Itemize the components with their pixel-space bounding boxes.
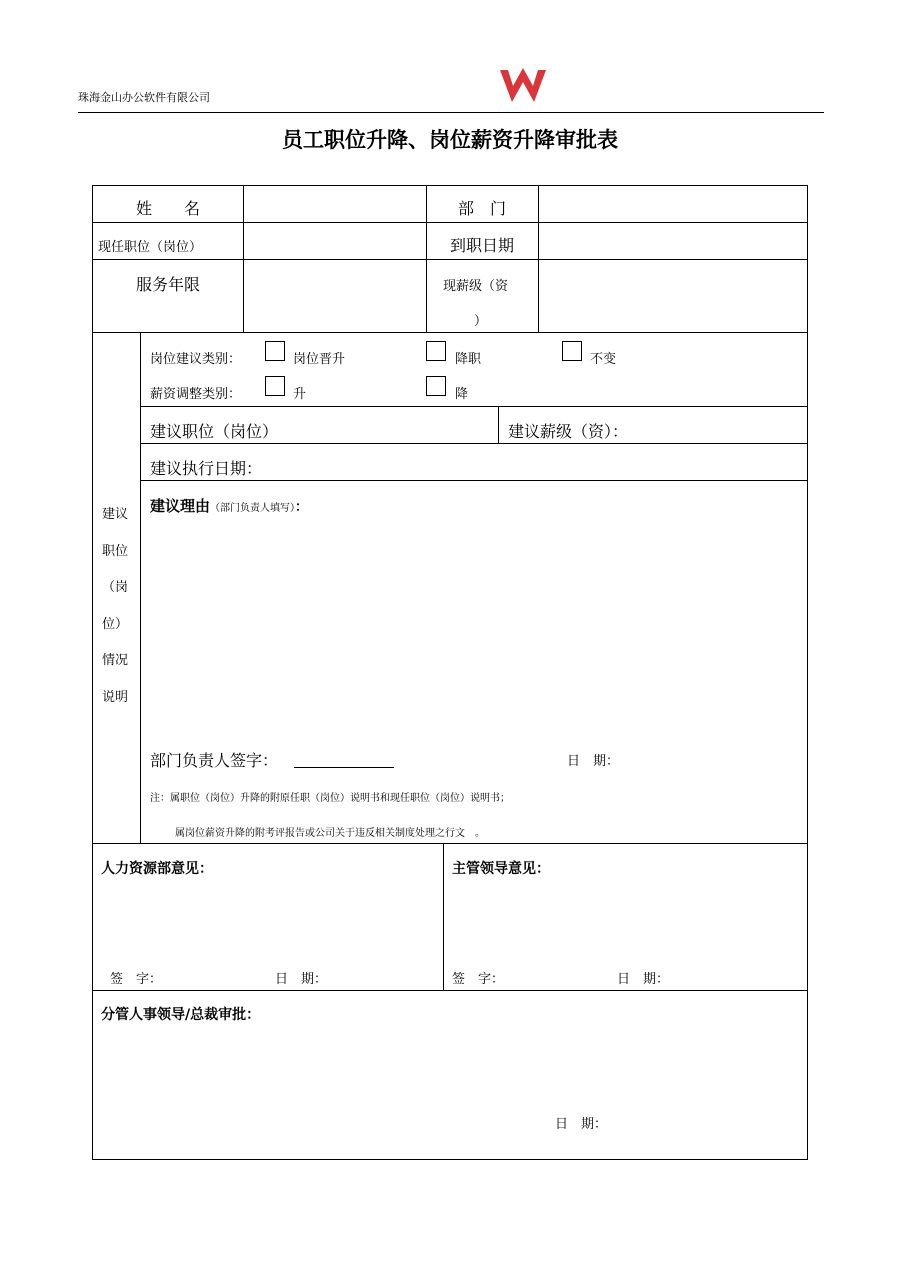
company-name: 珠海金山办公软件有限公司 bbox=[78, 91, 210, 104]
hr-opinion-field[interactable] bbox=[101, 880, 437, 960]
suggestion-side-label: 建议 职位 （岗 位） 情况 说明 bbox=[102, 507, 129, 705]
manager-date-label: 日 期： bbox=[617, 972, 670, 987]
final-approval-label: 分管人事领导/总裁审批： bbox=[101, 1007, 261, 1023]
final-date-label: 日 期： bbox=[555, 1117, 608, 1132]
final-approval-field[interactable] bbox=[101, 1028, 801, 1104]
hr-opinion-label: 人力资源部意见： bbox=[101, 861, 213, 877]
manager-sign-label: 签 字： bbox=[452, 972, 505, 987]
suggested-salary-label: 建议薪级（资）： bbox=[508, 422, 629, 441]
current-position-field[interactable] bbox=[248, 227, 420, 255]
dept-label: 部 门 bbox=[457, 199, 506, 218]
current-salary-label-end: ） bbox=[474, 314, 488, 329]
hr-sign-label: 签 字： bbox=[110, 972, 163, 987]
hr-date-label: 日 期： bbox=[275, 972, 328, 987]
dept-head-sign-line[interactable] bbox=[294, 767, 394, 768]
position-type-label: 岗位建议类别： bbox=[150, 352, 242, 367]
suggested-position-label: 建议职位（岗位） bbox=[150, 422, 279, 441]
current-salary-field[interactable] bbox=[544, 264, 802, 326]
hire-date-field[interactable] bbox=[544, 227, 802, 255]
salary-lower-label: 降 bbox=[455, 387, 469, 402]
service-years-label: 服务年限 bbox=[135, 275, 200, 294]
salary-lower-checkbox[interactable] bbox=[426, 376, 446, 396]
name-label: 姓 名 bbox=[135, 199, 200, 218]
dept-head-date-label: 日 期： bbox=[567, 754, 620, 769]
position-unchanged-label: 不变 bbox=[590, 352, 617, 367]
note-line-1: 注：属职位（岗位）升降的附原任职（岗位）说明书和现任职位（岗位）说明书； bbox=[150, 793, 510, 804]
position-promote-checkbox[interactable] bbox=[265, 341, 285, 361]
current-position-label: 现任职位（岗位） bbox=[98, 240, 203, 255]
reason-heading: 建议理由（部门负责人填写）： bbox=[150, 497, 309, 515]
header-divider bbox=[78, 112, 824, 113]
manager-opinion-field[interactable] bbox=[452, 880, 802, 960]
dept-head-sign-label: 部门负责人签字： bbox=[150, 751, 279, 770]
name-field[interactable] bbox=[248, 190, 420, 218]
note-line-2: 属岗位薪资升降的附考评报告或公司关于违反相关制度处理之行文 。 bbox=[175, 828, 485, 839]
salary-raise-checkbox[interactable] bbox=[265, 376, 285, 396]
form-title: 员工职位升降、岗位薪资升降审批表 bbox=[282, 128, 618, 152]
position-demote-checkbox[interactable] bbox=[426, 341, 446, 361]
manager-opinion-label: 主管领导意见： bbox=[452, 861, 550, 877]
position-demote-label: 降职 bbox=[455, 352, 482, 367]
service-years-field[interactable] bbox=[248, 264, 420, 326]
reason-textarea[interactable] bbox=[150, 518, 800, 738]
wps-logo-icon bbox=[497, 66, 549, 106]
dept-field[interactable] bbox=[544, 190, 802, 218]
hire-date-label: 到职日期 bbox=[449, 236, 514, 255]
exec-date-label: 建议执行日期： bbox=[150, 459, 263, 478]
salary-raise-label: 升 bbox=[293, 387, 307, 402]
salary-type-label: 薪资调整类别： bbox=[150, 387, 242, 402]
position-unchanged-checkbox[interactable] bbox=[562, 341, 582, 361]
position-promote-label: 岗位晋升 bbox=[293, 352, 346, 367]
current-salary-label: 现薪级（资 bbox=[443, 279, 509, 294]
